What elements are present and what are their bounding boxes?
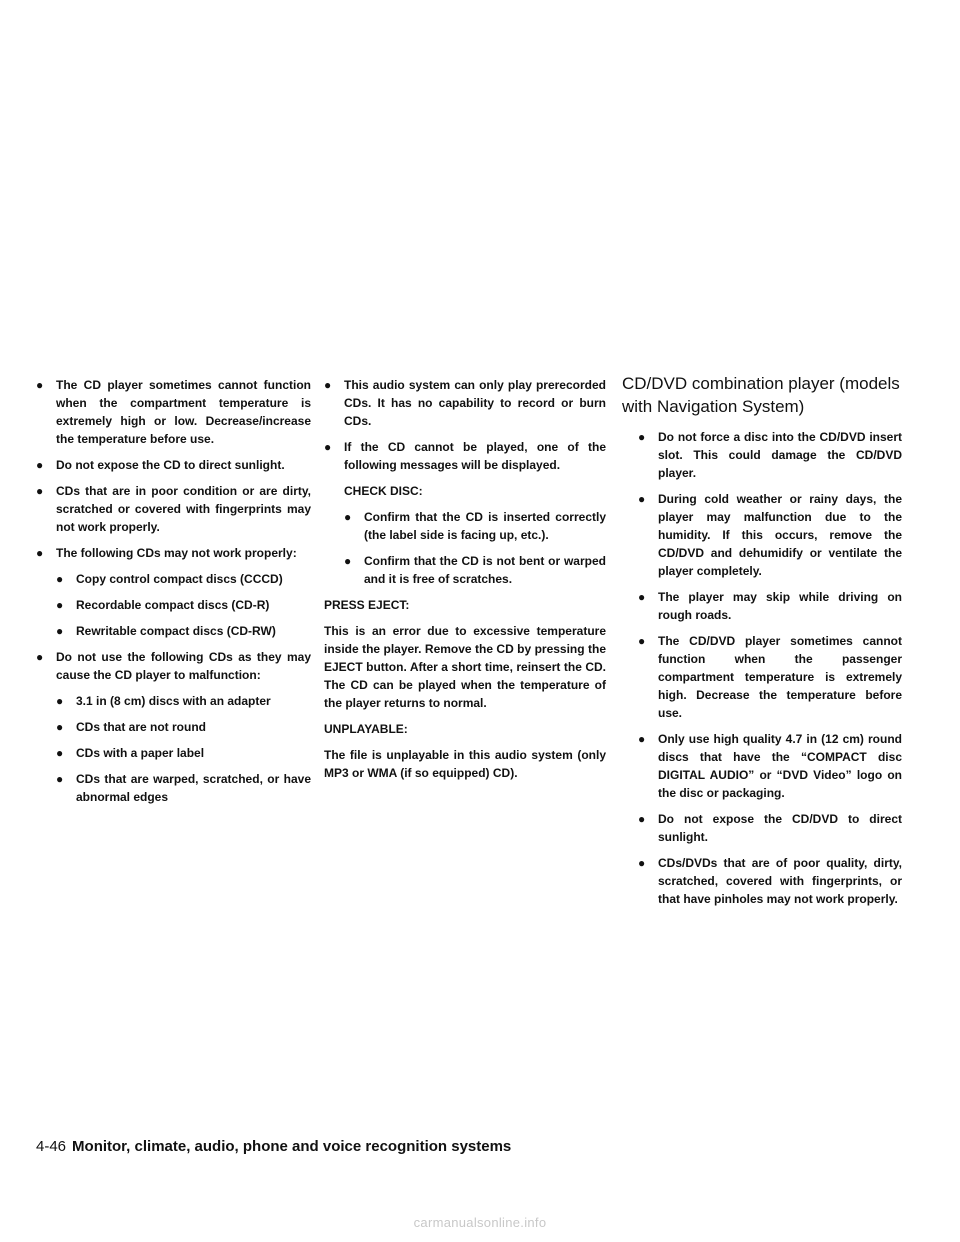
bullet-text: During cold weather or rainy days, the player may malfunction due to the humidity. If this occurs, remove the CD/DVD and dehumidify or ventilate the player completely.: [658, 492, 902, 578]
bullet-icon: ●: [56, 720, 64, 734]
bullet-item: [622, 854, 902, 908]
bullet-text: Only use high quality 4.7 in (12 cm) round discs that have the “COMPACT disc DIGITAL AUDIO” or “DVD Video” logo on the disc or packaging.: [658, 732, 902, 800]
bullet-text: The following CDs may not work properly:: [56, 546, 297, 560]
bullet-icon: ●: [36, 546, 44, 560]
bullet-text: Do not use the following CDs as they may cause the CD player to malfunction:: [56, 650, 311, 682]
bullet-item: [622, 588, 902, 624]
column-right: [622, 376, 902, 916]
sub-bullet-text: CDs that are warped, scratched, or have abnormal edges: [76, 772, 311, 804]
bullet-icon: ●: [36, 458, 44, 472]
bullet-text: Do not expose the CD/DVD to direct sunlight.: [658, 812, 902, 844]
page-footer: [36, 1138, 511, 1155]
bullet-icon: ●: [638, 812, 646, 826]
bullet-icon: ●: [638, 634, 646, 648]
bullet-item: [324, 376, 606, 430]
bullet-icon: ●: [56, 772, 64, 786]
bullet-icon: ●: [344, 510, 352, 524]
bullet-text: CDs that are in poor condition or are dirty, scratched or covered with fingerprints may not work properly.: [56, 484, 311, 534]
bullet-icon: ●: [56, 624, 64, 638]
message-text-unplayable: The file is unplayable in this audio system (only MP3 or WMA (if so equipped) CD).: [324, 748, 606, 780]
bullet-text: The CD/DVD player sometimes cannot function when the passenger compartment temperature is extremely high. Decrease the temperature before use.: [658, 634, 902, 720]
sub-bullet-item: [36, 596, 311, 614]
sub-bullet-item: [36, 770, 311, 806]
bullet-icon: ●: [56, 572, 64, 586]
watermark-text: carmanualsonline.info: [413, 1215, 547, 1230]
bullet-icon: ●: [324, 378, 332, 392]
message-text-press-eject: This is an error due to excessive temperature inside the player. Remove the CD by pressing the EJECT button. After a short time, reinsert the CD. The CD can be played when the temperature of the player returns to normal.: [324, 624, 606, 710]
bullet-icon: ●: [638, 590, 646, 604]
message-heading-check-disc: CHECK DISC:: [344, 484, 423, 498]
bullet-item: [324, 438, 606, 474]
bullet-icon: ●: [56, 598, 64, 612]
bullet-text: The CD player sometimes cannot function when the compartment temperature is extremely high or low. Decrease/increase the temperature before use.: [56, 378, 311, 446]
bullet-item: [622, 490, 902, 580]
sub-bullet-item: [324, 552, 606, 588]
bullet-text: Do not force a disc into the CD/DVD insert slot. This could damage the CD/DVD player.: [658, 430, 902, 480]
bullet-icon: ●: [36, 484, 44, 498]
message-heading-unplayable: UNPLAYABLE:: [324, 722, 408, 736]
sub-bullet-item: [36, 718, 311, 736]
sub-bullet-text: 3.1 in (8 cm) discs with an adapter: [76, 694, 271, 708]
bullet-item: [622, 632, 902, 722]
sub-bullet-text: CDs that are not round: [76, 720, 207, 734]
bullet-icon: ●: [638, 856, 646, 870]
bullet-item: [36, 456, 311, 474]
sub-bullet-item: [36, 744, 311, 762]
bullet-icon: ●: [344, 554, 352, 568]
bullet-item: [622, 810, 902, 846]
sub-bullet-text: Rewritable compact discs (CD-RW): [76, 624, 276, 638]
bullet-icon: ●: [638, 732, 646, 746]
section-title: CD/DVD combination player (models with Navigation System): [622, 374, 900, 416]
bullet-item: [622, 428, 902, 482]
sub-bullet-item: [324, 508, 606, 544]
column-middle: [324, 376, 606, 790]
bullet-icon: ●: [638, 430, 646, 444]
bullet-icon: ●: [36, 650, 44, 664]
page-number: 4-46: [36, 1138, 67, 1155]
sub-bullet-text: Confirm that the CD is not bent or warped and it is free of scratches.: [364, 554, 606, 586]
bullet-icon: ●: [324, 440, 332, 454]
bullet-item: [36, 482, 311, 536]
bullet-item: [622, 730, 902, 802]
bullet-icon: ●: [638, 492, 646, 506]
bullet-icon: ●: [56, 694, 64, 708]
bullet-text: The player may skip while driving on rough roads.: [658, 590, 902, 622]
bullet-icon: ●: [56, 746, 64, 760]
chapter-title: Monitor, climate, audio, phone and voice recognition systems: [72, 1138, 512, 1155]
bullet-text: CDs/DVDs that are of poor quality, dirty, scratched, covered with fingerprints, or that have pinholes may not work properly.: [658, 856, 902, 906]
bullet-item: [36, 544, 311, 562]
bullet-text: This audio system can only play prerecorded CDs. It has no capability to record or burn CDs.: [344, 378, 606, 428]
sub-bullet-item: [36, 692, 311, 710]
sub-bullet-text: Copy control compact discs (CCCD): [76, 572, 283, 586]
sub-bullet-text: Confirm that the CD is inserted correctly (the label side is facing up, etc.).: [364, 510, 606, 542]
bullet-icon: ●: [36, 378, 44, 392]
sub-bullet-text: Recordable compact discs (CD-R): [76, 598, 270, 612]
bullet-item: [36, 376, 311, 448]
sub-bullet-item: [36, 570, 311, 588]
bullet-text: Do not expose the CD to direct sunlight.: [56, 458, 285, 472]
sub-bullet-item: [36, 622, 311, 640]
sub-bullet-text: CDs with a paper label: [76, 746, 205, 760]
message-heading-press-eject: PRESS EJECT:: [324, 598, 410, 612]
bullet-text: If the CD cannot be played, one of the following messages will be displayed.: [344, 440, 606, 472]
column-left: [36, 376, 311, 814]
bullet-item: [36, 648, 311, 684]
